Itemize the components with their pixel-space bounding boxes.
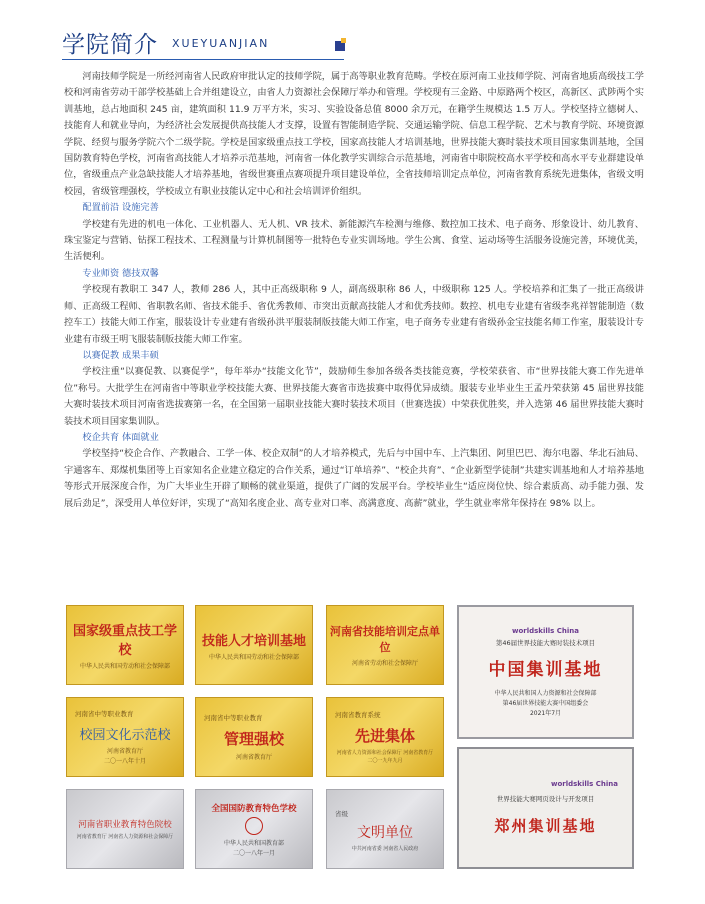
plaque-title: 管理强校 (223, 730, 284, 748)
emblem-icon (245, 817, 263, 835)
title-underline (62, 59, 344, 60)
cooperation-heading: 校企共育 体面就业 (82, 431, 159, 443)
plaque-issuer: 河南省教育厅 (106, 748, 143, 755)
plaque-issuer: 中华人民共和国人力资源和社会保障部 (494, 690, 597, 697)
plaque-issuer: 中共河南省委 河南省人民政府 (351, 846, 419, 852)
plaque-title: 文明单位 (357, 825, 413, 841)
plaque-issuer: 河南省教育厅 河南省人力资源和社会保障厅 (76, 834, 174, 840)
plaque-national-defense-education (195, 789, 313, 869)
plaque-vocational-special-school (66, 789, 184, 869)
plaque-category: 河南省中等职业教育 (204, 714, 263, 722)
honor-plaques-gallery (64, 605, 644, 870)
plaque-campus-culture-school (66, 697, 184, 777)
plaque-issuer: 中华人民共和国教育部 (223, 839, 284, 847)
plaque-zhengzhou-training-base (457, 747, 634, 869)
plaque-title: 国家级重点技工学校 (72, 624, 177, 658)
intro-content (64, 69, 644, 512)
plaque-title: 郑州集训基地 (494, 817, 597, 835)
plaque-project: 世界技能大赛网页设计与开发项目 (496, 795, 595, 803)
plaque-advanced-collective (326, 697, 444, 777)
plaque-issuer: 河南省劳动和社会保障厅 (351, 660, 418, 667)
plaque-issuer: 中华人民共和国劳动和社会保障部 (79, 663, 170, 670)
decor-square-yellow (341, 38, 346, 43)
plaque-national-key-school (66, 605, 184, 685)
plaque-category: 省级 (335, 810, 348, 818)
plaque-issuer-2: 第46届世界技能大赛中国组委会 (502, 700, 589, 707)
page-header (62, 26, 352, 58)
plaque-issuer: 河南省人力资源和社会保障厅 河南省教育厅 (336, 750, 434, 756)
plaque-project: 第46届世界技能大赛时装技术项目 (495, 639, 596, 647)
plaque-issuer: 河南省教育厅 (235, 754, 272, 761)
plaque-title: 河南省技能培训定点单位 (330, 625, 440, 654)
intro-paragraph: 河南技师学院是一所经河南省人民政府审批认定的技师学院，属于高等职业教育范畴。学校在原河南工业技师学院、河南省地质高级技工学校和河南省劳动干部学校基础上合并组建设立，由省人力资源社会保障厅举办和管理。学校现有三金路、中原路两个校区，高新区、武陟两个实训基地，总占地面积 245 亩，建筑面积 11.9 万平方米，实习、实验设备总值 8000 余万元，在籍学生规模达 1.5 万人。学校坚持立德树人、技能育人和就业导向，为经济社会发展提供高技能人才支撑，设置有智能制造学院、交通运输学院、信息工程学院、艺术与教育学院、环境资源学院、经贸与服务学院六个二级学院。学校是国家级重点技工学校，国家高技能人才培训基地，世界技能大赛时装技术项目国家集训基地，全国国防教育特色学校，河南省高技能人才培养示范基地，河南省一体化教学实训综合示范基地，河南省中职院校高水平学校和高水平专业群建设单位，省级重点产业急缺技能人才培养基地，省级世赛重点赛项提升项目建设单位，全省技师培训定点单位，河南省教育系统先进集体，省级文明校园，省级管理强校，学校成立有职业技能认定中心和社会培训评价组织。 (64, 71, 644, 197)
plaque-title: 河南省职业教育特色院校 (78, 820, 172, 830)
plaque-category: 河南省教育系统 (335, 711, 381, 719)
plaque-management-strong-school (195, 697, 313, 777)
faculty-paragraph: 学校现有教职工 347 人，教师 286 人，其中正高级职称 9 人，副高级职称 86 人，中级职称 125 人。学校培养和汇集了一批正高级讲师、正高级工程师、省职教名师、省技术能手、省优秀教师、市突出贡献高技能人才和优秀技师。数控、机电专业建有省级李兆祥智能制造（数控车工）技能大师工作室，服装设计专业建有省级孙洪平服装制版技能大师工作室，电子商务专业建有省级孙金宝技能名师工作室，服装设计专业建有市级王明飞服装制版技能大师工作室。 (64, 284, 644, 345)
facilities-paragraph: 学校建有先进的机电一体化、工业机器人、无人机、VR 技术、新能源汽车检测与维修、数控加工技术、电子商务、形象设计、幼儿教育、珠宝鉴定与营销、钻探工程技术、工程测量与计算机制图等一批特色专业实训场地。学生公寓、食堂、运动场等生活服务设施完善，环境优美，生活便利。 (64, 218, 644, 263)
faculty-heading: 专业师资 德技双馨 (82, 267, 159, 279)
page-title: 学院简介 (62, 32, 158, 58)
plaque-issuer: 中华人民共和国劳动和社会保障部 (208, 653, 299, 661)
page-title-pinyin: XUEYUANJIAN (172, 37, 270, 50)
plaque-title: 先进集体 (354, 727, 415, 745)
plaque-title: 校园文化示范校 (79, 728, 171, 743)
worldskills-logo: worldskills China (551, 780, 618, 788)
plaque-title: 中国集训基地 (488, 660, 603, 680)
plaque-civilized-unit (326, 789, 444, 869)
worldskills-logo: worldskills China (512, 627, 579, 635)
plaque-category: 河南省中等职业教育 (75, 710, 134, 718)
plaque-date: 2021年7月 (529, 710, 562, 717)
plaque-date: 二〇一八年一月 (232, 849, 275, 857)
plaque-training-designated-unit (326, 605, 444, 685)
plaque-date: 二〇一九年九月 (367, 758, 403, 764)
facilities-heading: 配置前沿 设施完善 (82, 202, 159, 214)
competition-heading: 以赛促教 成果丰硕 (82, 349, 159, 361)
plaque-skill-training-base (195, 605, 313, 685)
plaque-title: 全国国防教育特色学校 (211, 803, 297, 814)
cooperation-paragraph: 学校坚持“校企合作、产教融合、工学一体、校企双制”的人才培养模式，先后与中国中车、上汽集团、阿里巴巴、海尔电器、华北石油局、宇通客车、郑煤机集团等上百家知名企业建立稳定的合作关系，通过“订单培养”、“校企共育”、“企业新型学徒制”共建实训基地和人才培养基地等形式开展深度合作，为广大毕业生开辟了顺畅的就业渠道，提供了广阔的发展平台。学校毕业生“适应岗位快、综合素质高、动手能力强、发展后劲足”，深受用人单位好评，实现了“高知名度企业、高专业对口率、高满意度、高薪”就业，学生就业率常年保持在 98% 以上。 (64, 448, 644, 509)
plaque-worldskills-china-base (457, 605, 634, 739)
competition-paragraph: 学校注重“以赛促教、以赛促学”，每年举办“技能文化节”，鼓励师生参加各级各类技能竞赛，学校荣获省、市“世界技能大赛工作先进单位”称号。大批学生在河南省中等职业学校技能大赛、世界技能大赛省市选拔赛中取得优异成绩。服装专业毕业生王孟丹荣获第 45 届世界技能大赛时装技术项目河南省选拔赛第一名，在全国第一届职业技能大赛时装技术项目（世赛选拔）中荣获优胜奖，并入选第 46 届世界技能大赛时装技术项目国家集训队。 (64, 366, 644, 427)
plaque-date: 二〇一八年十月 (103, 758, 146, 765)
plaque-title: 技能人才培训基地 (201, 633, 306, 649)
